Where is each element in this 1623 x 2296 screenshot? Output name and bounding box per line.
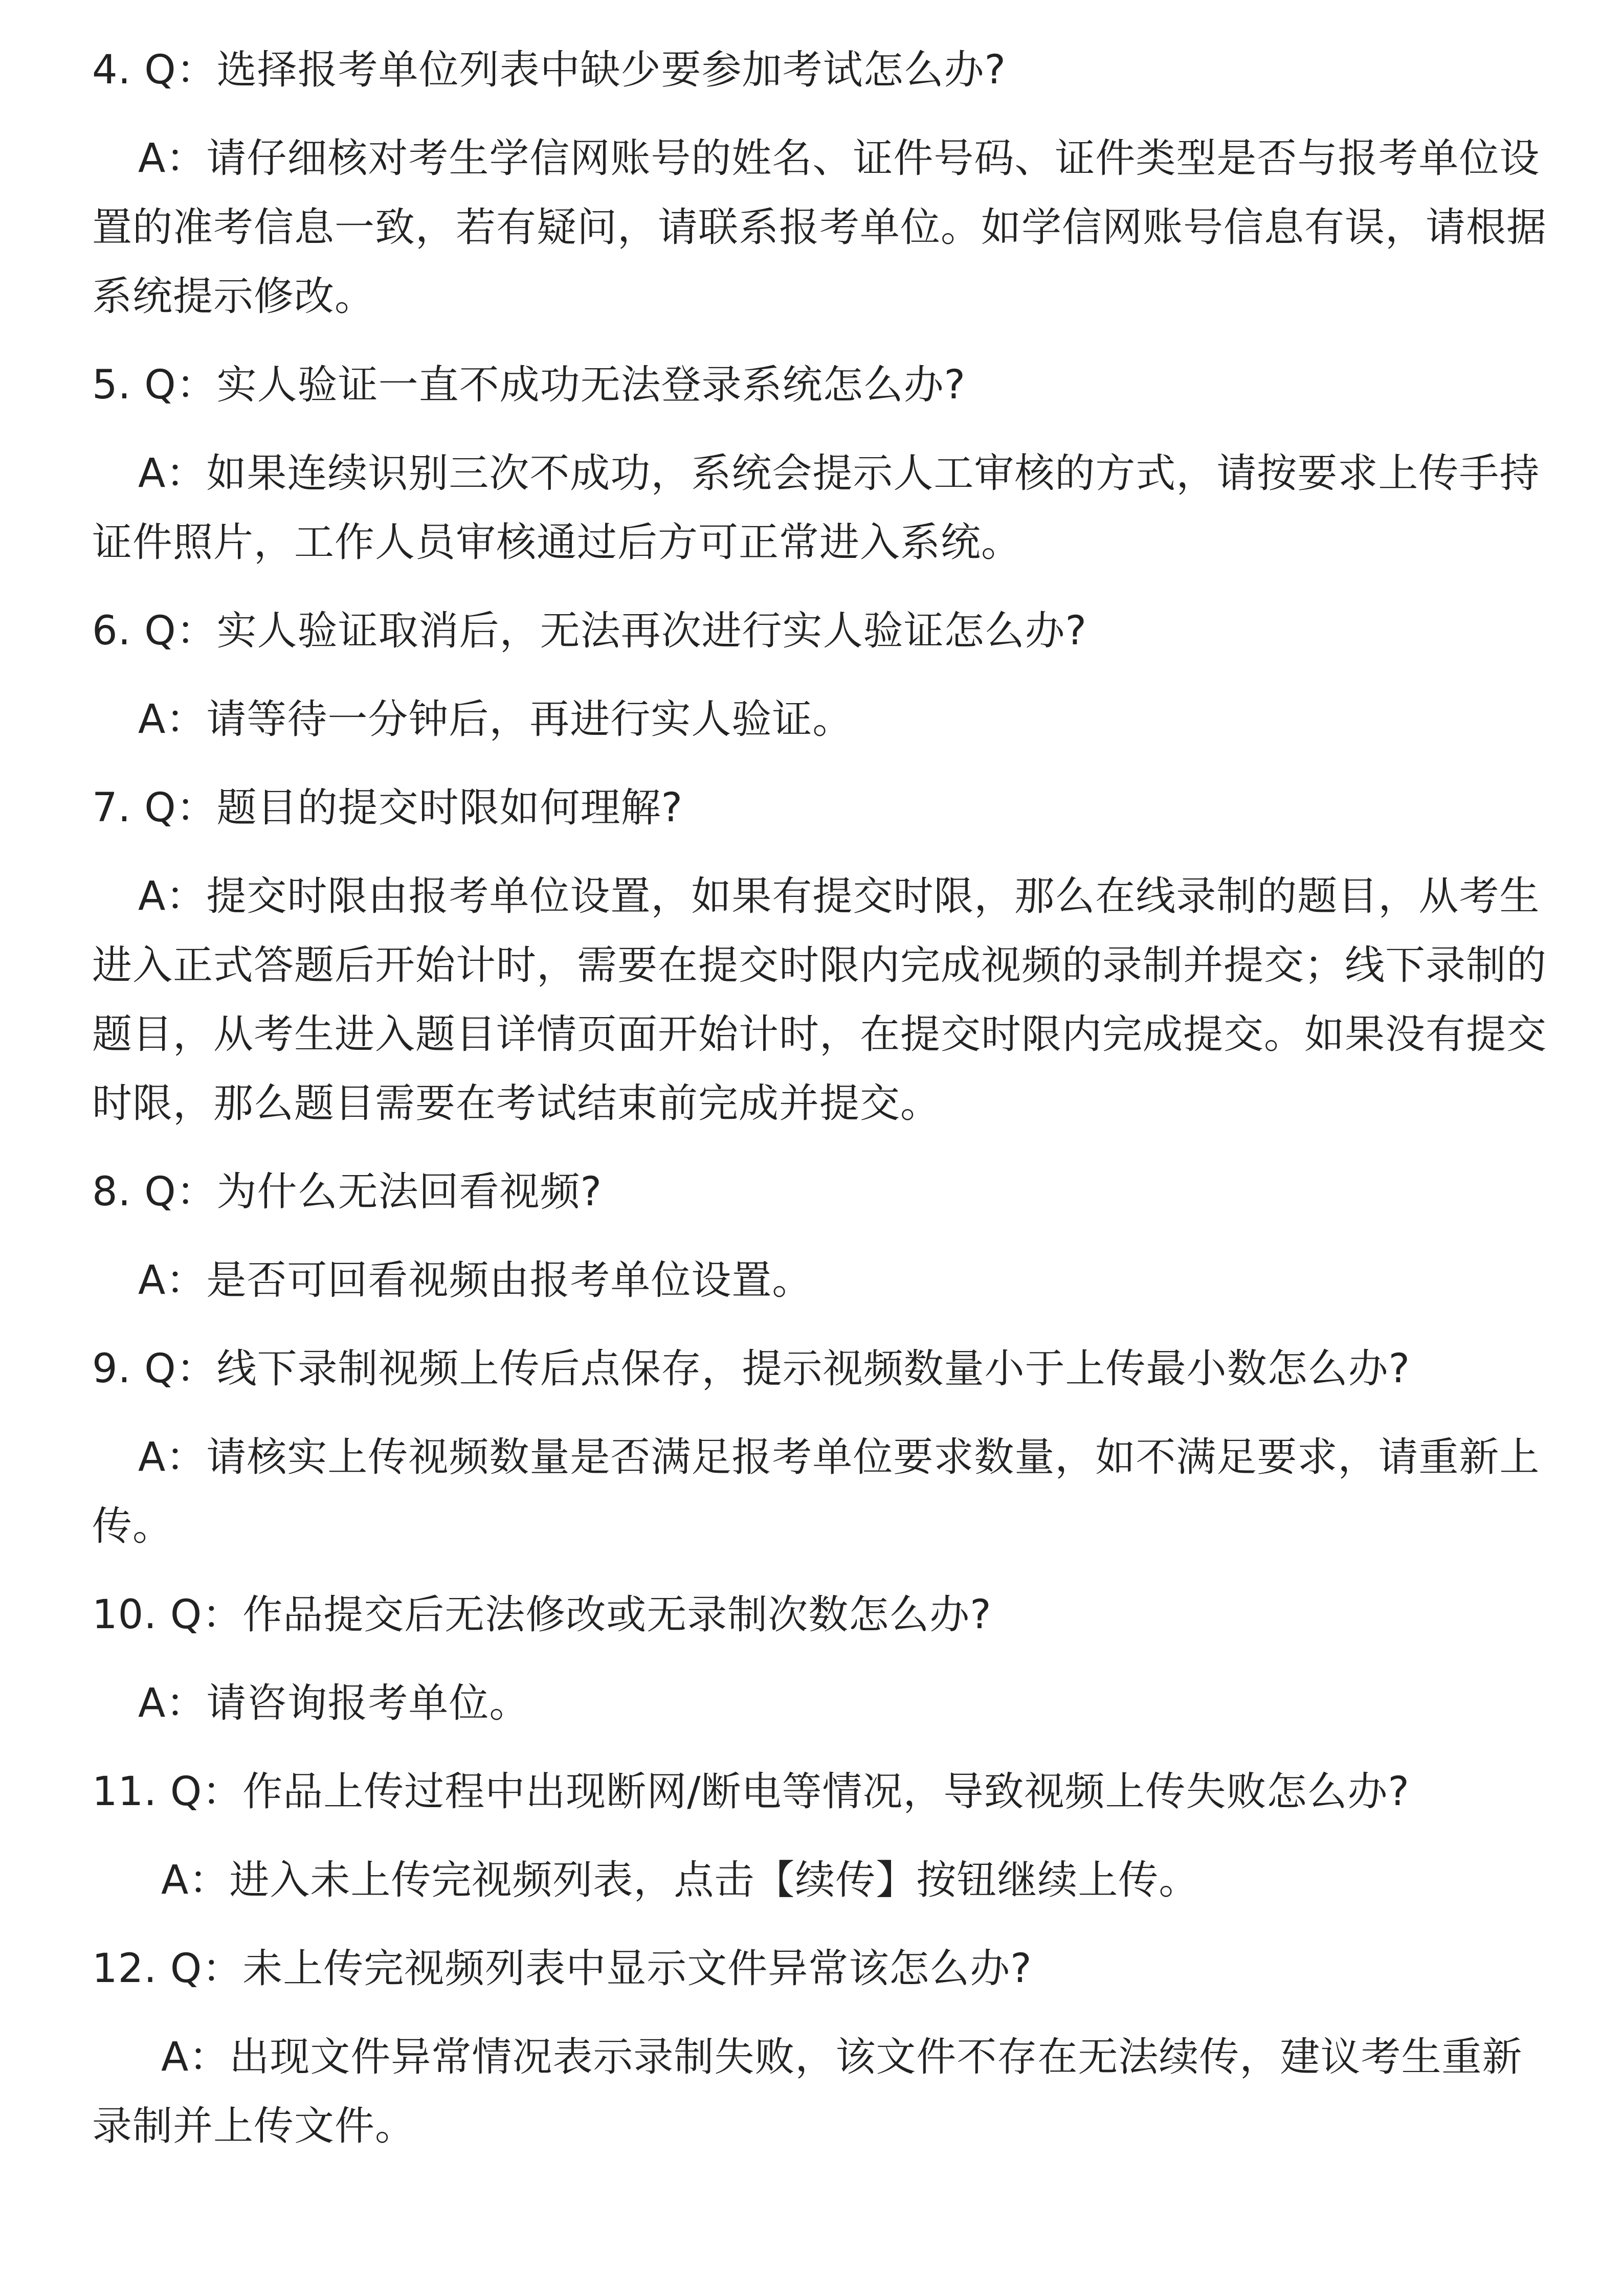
faq-answer-9: A：请核实上传视频数量是否满足报考单位要求数量，如不满足要求，请重新上传。 <box>92 1434 1540 1549</box>
faq-answer-7: A：提交时限由报考单位设置，如果有提交时限，那么在线录制的题目，从考生进入正式答题后开始计时，需要在提交时限内完成视频的录制并提交；线下录制的题目，从考生进入题目详情页面开始计时，在提交时限内完成提交。如果没有提交时限，那么题目需要在考试结束前完成并提交。 <box>92 873 1547 1127</box>
faq-item-11 <box>92 1758 1555 1915</box>
faq-item-6 <box>92 597 1555 754</box>
faq-question-12: 12. Q：未上传完视频列表中显示文件异常该怎么办? <box>92 1946 1032 1992</box>
faq-item-4 <box>92 36 1555 331</box>
faq-item-9 <box>92 1335 1555 1561</box>
faq-item-5 <box>92 351 1555 577</box>
faq-item-10 <box>92 1581 1555 1738</box>
faq-question-4: 4. Q：选择报考单位列表中缺少要参加考试怎么办? <box>92 47 1007 93</box>
faq-list <box>92 36 1555 2180</box>
faq-question-8: 8. Q：为什么无法回看视频? <box>92 1169 603 1215</box>
faq-item-8 <box>92 1158 1555 1315</box>
faq-answer-11: A：进入未上传完视频列表，点击【续传】按钮继续上传。 <box>161 1857 1199 1903</box>
faq-question-10: 10. Q：作品提交后无法修改或无录制次数怎么办? <box>92 1592 992 1638</box>
faq-answer-6: A：请等待一分钟后，再进行实人验证。 <box>138 696 853 742</box>
faq-answer-8: A：是否可回看视频由报考单位设置。 <box>138 1257 813 1303</box>
faq-question-5: 5. Q：实人验证一直不成功无法登录系统怎么办? <box>92 362 966 408</box>
faq-answer-4: A：请仔细核对考生学信网账号的姓名、证件号码、证件类型是否与报考单位设置的准考信息一致，若有疑问，请联系报考单位。如学信网账号信息有误，请根据系统提示修改。 <box>92 136 1547 320</box>
faq-question-11: 11. Q：作品上传过程中出现断网/断电等情况，导致视频上传失败怎么办? <box>92 1769 1410 1815</box>
faq-question-9: 9. Q：线下录制视频上传后点保存，提示视频数量小于上传最小数怎么办? <box>92 1346 1411 1392</box>
faq-item-12 <box>92 1934 1555 2161</box>
faq-answer-12: A：出现文件异常情况表示录制失败，该文件不存在无法续传，建议考生重新录制并上传文件。 <box>92 2034 1523 2149</box>
faq-answer-10: A：请咨询报考单位。 <box>138 1680 530 1726</box>
faq-item-7 <box>92 774 1555 1138</box>
faq-question-7: 7. Q：题目的提交时限如何理解? <box>92 785 683 831</box>
faq-question-6: 6. Q：实人验证取消后，无法再次进行实人验证怎么办? <box>92 608 1087 654</box>
faq-answer-5: A：如果连续识别三次不成功，系统会提示人工审核的方式，请按要求上传手持证件照片，工作人员审核通过后方可正常进入系统。 <box>92 451 1540 566</box>
